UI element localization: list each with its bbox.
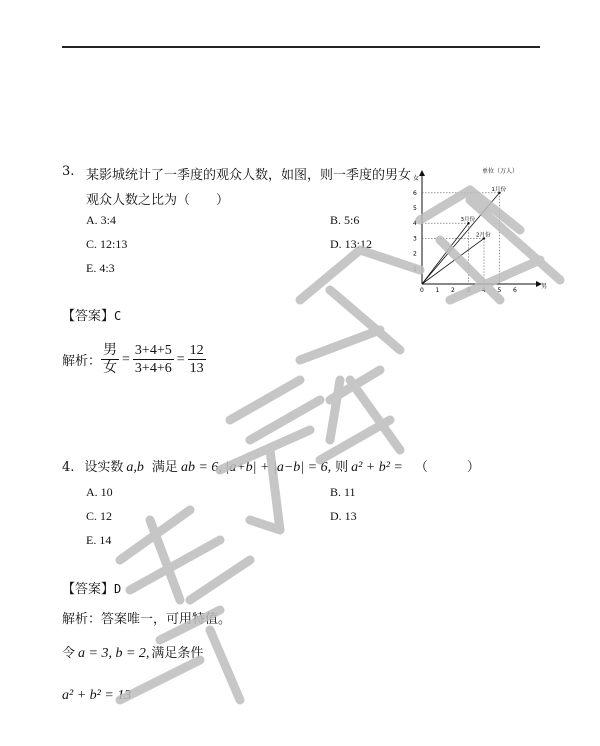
- q3-analysis-label: 解析：: [62, 354, 102, 369]
- q4-option-a: A. 10: [86, 485, 113, 499]
- ratio-denominator: 女: [103, 360, 118, 376]
- header-rule: [62, 46, 540, 48]
- q3-option-e: E. 4:3: [86, 261, 115, 275]
- result-numerator: 12: [189, 343, 204, 358]
- series-line: [422, 238, 484, 284]
- y-tick-label: 4: [413, 220, 417, 228]
- y-axis-arrow: [419, 170, 425, 176]
- q3-number: 3.: [62, 164, 75, 179]
- q3-option-c: C. 12:13: [86, 237, 128, 251]
- q4-paren: （ ）: [414, 460, 480, 475]
- y-tick-label: 3: [413, 235, 417, 243]
- y-tick-label: 6: [413, 189, 417, 197]
- q4-result: a² + b² = 13: [62, 688, 132, 703]
- y-axis-label: 女: [413, 175, 420, 182]
- q4-let-prefix: 令: [62, 646, 76, 661]
- q3-answer-label: 【答案】: [62, 309, 115, 324]
- series-label: 2月份: [476, 232, 491, 239]
- x-tick-label: 1: [435, 287, 440, 294]
- equals-sign-1: =: [122, 351, 130, 367]
- q4-analysis: 解析：答案唯一，可用特值。: [62, 612, 232, 627]
- series-line: [422, 223, 469, 284]
- q4-cond-label: 满足: [151, 460, 178, 475]
- q4-let-line: [62, 642, 203, 662]
- ratio-numerator: 男: [103, 342, 118, 358]
- y-tick-label: 1: [413, 265, 417, 273]
- x-tick-label: 2: [451, 287, 455, 294]
- q3-option-b: B. 5:6: [330, 213, 360, 227]
- q4-stem: [62, 456, 480, 476]
- q3-stem-line1: 某影城统计了一季度的观众人数，如图，则一季度的男女: [86, 168, 412, 183]
- q3-stem-line2: 观众人数之比为（ ）: [86, 193, 230, 208]
- q4-let-suffix: 满足条件: [151, 646, 204, 661]
- q4-answer-label: 【答案】: [62, 582, 115, 597]
- x-tick-label: 5: [497, 287, 502, 294]
- q4-option-e: E. 14: [86, 533, 112, 547]
- q4-vars: a,b: [126, 460, 144, 475]
- sum-numerator: 3+4+5: [134, 343, 172, 358]
- ratio-fraction: [101, 342, 119, 377]
- q4-answer-value: D: [114, 582, 122, 596]
- y-tick-label: 5: [413, 205, 417, 212]
- sum-denominator: 3+4+6: [134, 361, 172, 376]
- q4-option-c: C. 12: [86, 509, 113, 523]
- q4-number: 4.: [62, 460, 75, 475]
- q4-let-expr: a = 3, b = 2,: [78, 646, 150, 661]
- result-fraction: [188, 342, 206, 377]
- q4-target: a² + b² =: [351, 460, 403, 475]
- q3-answer-value: C: [114, 309, 122, 323]
- result-denominator: 13: [189, 361, 204, 376]
- q4-then-label: 则: [335, 460, 349, 475]
- q4-option-b: B. 11: [330, 485, 356, 499]
- q3-chart: [408, 164, 548, 298]
- q3-analysis: [62, 342, 206, 377]
- q3-answer: [62, 305, 121, 324]
- q4-condition: ab = 6, |a+b| + |a−b| = 6,: [180, 460, 332, 475]
- y-tick-label: 2: [413, 250, 417, 258]
- q4-answer: [62, 578, 121, 597]
- x-tick-label: 4: [482, 287, 486, 294]
- sum-fraction: [133, 342, 174, 377]
- q3-option-d: D. 13:12: [330, 237, 372, 251]
- x-axis-label: 男: [541, 283, 548, 290]
- series-label: 3月份: [460, 217, 475, 224]
- equals-sign-2: =: [176, 351, 185, 367]
- q4-option-d: D. 13: [330, 509, 357, 523]
- series-label: 1月份: [491, 186, 506, 193]
- x-tick-label: 0: [420, 287, 424, 294]
- chart-title: 单位（万人）: [482, 168, 519, 175]
- q4-stem-prefix: 设实数: [84, 460, 124, 475]
- q3-option-a: A. 3:4: [86, 213, 116, 227]
- x-tick-label: 3: [466, 287, 471, 294]
- x-tick-label: 6: [513, 287, 517, 294]
